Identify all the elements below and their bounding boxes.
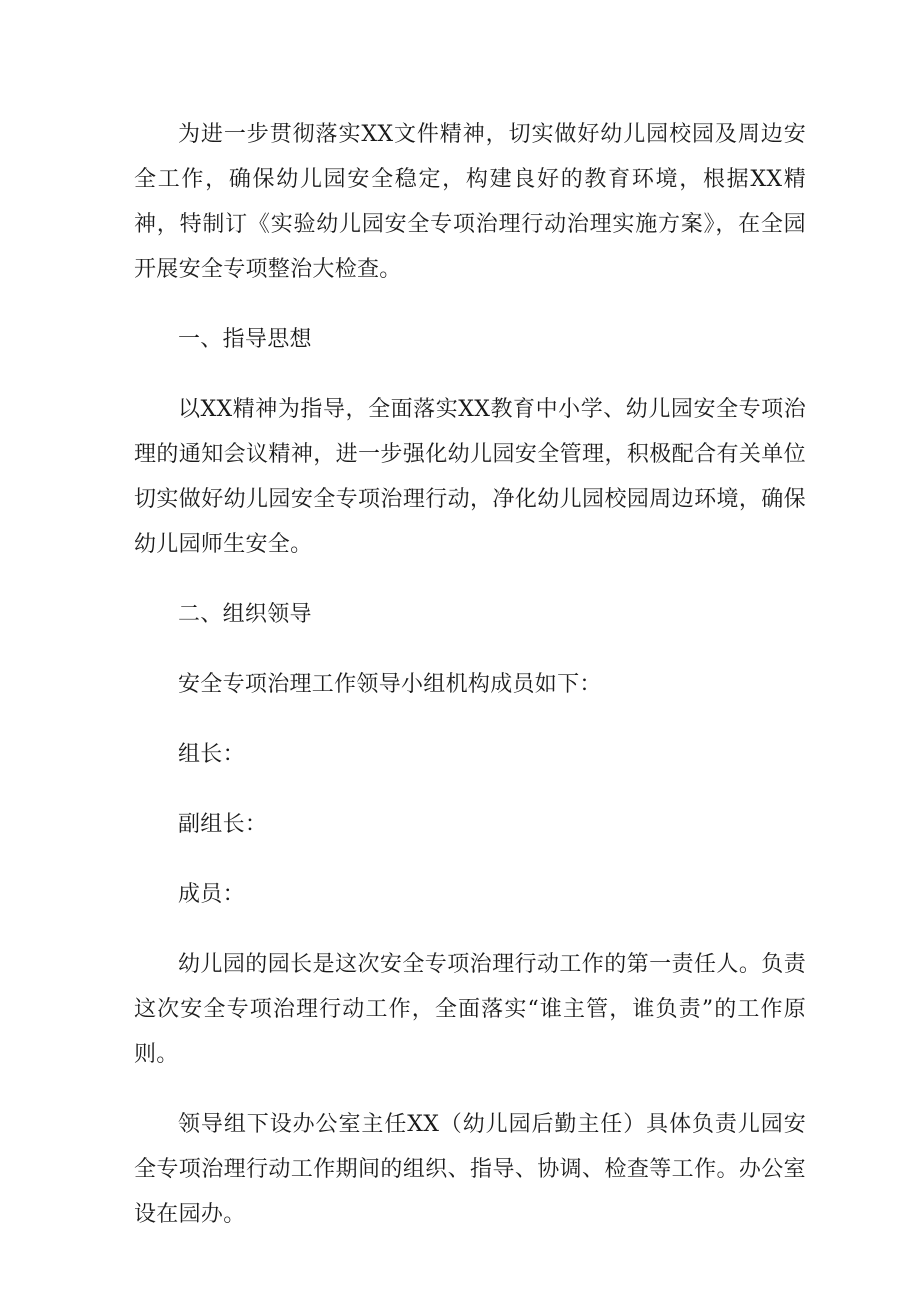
- members-intro-paragraph: 安全专项治理工作领导小组机构成员如下：: [178, 672, 602, 697]
- document-body: [134, 112, 806, 1262]
- responsibility-paragraph: 幼儿园的园长是这次安全专项治理行动工作的第一责任人。负责这次安全专项治理行动工作，全面落实“谁主管，谁负责”的工作原则。: [134, 952, 806, 1067]
- deputy-leader-line: 副组长：: [178, 812, 268, 837]
- section-heading-guiding-thought: 一、指导思想: [178, 327, 312, 352]
- members-line: 成员：: [178, 882, 245, 907]
- group-leader-line: 组长：: [178, 742, 245, 767]
- office-paragraph: 领导组下设办公室主任XX（幼儿园后勤主任）具体负责儿园安全专项治理行动工作期间的组织、指导、协调、检查等工作。办公室设在园办。: [134, 1112, 806, 1227]
- guiding-thought-paragraph: 以XX精神为指导，全面落实XX教育中小学、幼儿园安全专项治理的通知会议精神，进一步强化幼儿园安全管理，积极配合有关单位切实做好幼儿园安全专项治理行动，净化幼儿园校园周边环境，确保幼儿园师生安全。: [134, 397, 806, 557]
- intro-paragraph: 为进一步贯彻落实XX文件精神，切实做好幼儿园校园及周边安全工作，确保幼儿园安全稳定，构建良好的教育环境，根据XX精神，特制订《实验幼儿园安全专项治理行动治理实施方案》，在全园开展安全专项整治大检查。: [134, 122, 806, 282]
- section-heading-organization: 二、组织领导: [178, 602, 312, 627]
